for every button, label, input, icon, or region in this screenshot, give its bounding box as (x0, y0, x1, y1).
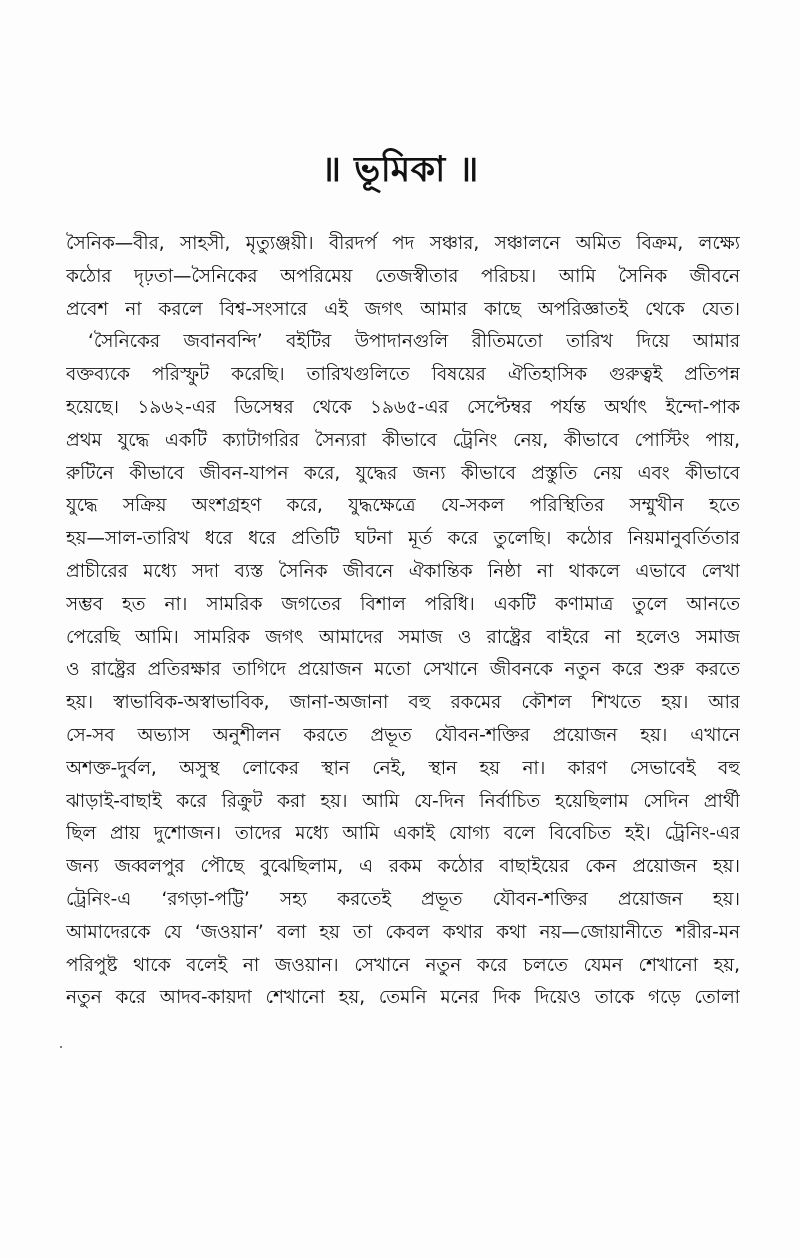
text-line: যুদ্ধে সক্রিয় অংশগ্রহণ করে, যুদ্ধক্ষেত্রে যে-সকল পরিস্থিতির সম্মুখীন হতে (66, 495, 740, 517)
text-line: ছিল প্রায় দুশোজন। তাদের মধ্যে আমি একাই যোগ্য বলে বিবেচিত হই। ট্রেনিং-এর (66, 823, 740, 845)
text-line: রুটিনে কীভাবে জীবন-যাপন করে, যুদ্ধের জন্য কীভাবে প্রস্তুতি নেয় এবং কীভাবে (66, 462, 740, 484)
text-line: নতুন করে আদব-কায়দা শেখানো হয়, তেমনি মনের দিক দিয়েও তাকে গড়ে তোলা (66, 987, 740, 1009)
text-line: হয়। স্বাভাবিক-অস্বাভাবিক, জানা-অজানা বহু রকমের কৌশল শিখতে হয়। আর (66, 692, 740, 714)
text-line: কঠোর দৃঢ়তা—সৈনিকের অপরিমেয় তেজস্বীতার পরিচয়। আমি সৈনিক জীবনে (66, 265, 740, 287)
text-line: হয়—সাল-তারিখ ধরে ধরে প্রতিটি ঘটনা মূর্ত করে তুলেছি। কঠোর নিয়মানুবর্তিতার (66, 528, 740, 550)
text-line: বক্তব্যকে পরিস্ফুট করেছি। তারিখগুলিতে বিষয়ের ঐতিহাসিক গুরুত্বই প্রতিপন্ন (66, 364, 740, 386)
body-text (66, 228, 740, 1015)
text-line: আমাদেরকে যে ‘জওয়ান’ বলা হয় তা কেবল কথার কথা নয়—জোয়ানীতে শরীর-মন (66, 921, 740, 943)
text-line: প্রথম যুদ্ধে একটি ক্যাটাগরির সৈন্যরা কীভাবে ট্রেনিং নেয়, কীভাবে পোস্টিং পায়, (66, 429, 740, 451)
text-line: ও রাষ্ট্রের প্রতিরক্ষার তাগিদে প্রয়োজন মতো সেখানে জীবনকে নতুন করে শুরু করতে (66, 659, 740, 681)
text-line: ‘সৈনিকের জবানবন্দি’ বইটির উপাদানগুলি রীতিমতো তারিখ দিয়ে আমার (88, 331, 740, 353)
text-line: ট্রেনিং-এ ‘রগড়া-পট্টি’ সহ্য করতেই প্রভূত যৌবন-শক্তির প্রয়োজন হয়। (66, 888, 740, 910)
text-line: প্রবেশ না করলে বিশ্ব-সংসারে এই জগৎ আমার কাছে অপরিজ্ঞাতই থেকে যেত। (66, 298, 740, 320)
chapter-heading: ॥ ভূমিকা ॥ (321, 150, 479, 190)
text-line: ঝাড়াই-বাছাই করে রিক্রুট করা হয়। আমি যে-দিন নির্বাচিত হয়েছিলাম সেদিন প্রার্থী (66, 790, 740, 812)
text-line: পেরেছি আমি। সামরিক জগৎ আমাদের সমাজ ও রাষ্ট্রের বাইরে না হলেও সমাজ (66, 626, 740, 648)
text-line: পরিপুষ্ট থাকে বলেই না জওয়ান। সেখানে নতুন করে চলতে যেমন শেখানো হয়, (66, 954, 740, 976)
text-line: সম্ভব হত না। সামরিক জগতের বিশাল পরিধি। একটি কণামাত্র তুলে আনতে (66, 593, 740, 615)
text-line: সে-সব অভ্যাস অনুশীলন করতে প্রভূত যৌবন-শক্তির প্রয়োজন হয়। এখানে (66, 724, 740, 746)
text-line: প্রাচীরের মধ্যে সদা ব্যস্ত সৈনিক জীবনে ঐকান্তিক নিষ্ঠা না থাকলে এভাবে লেখা (66, 560, 740, 582)
text-line: অশক্ত-দুর্বল, অসুস্থ লোকের স্থান নেই, স্থান হয় না। কারণ সেভাবেই বহু (66, 757, 740, 779)
text-line: হয়েছে। ১৯৬২-এর ডিসেম্বর থেকে ১৯৬৫-এর সেপ্টেম্বর পর্যন্ত অর্থাৎ ইন্দো-পাক (66, 396, 740, 418)
text-line: জন্য জব্বলপুর পৌছে বুঝেছিলাম, এ রকম কঠোর বাছাইয়ের কেন প্রয়োজন হয়। (66, 856, 740, 878)
text-line: সৈনিক—বীর, সাহসী, মৃত্যুঞ্জয়ী। বীরদর্প পদ সঞ্চার, সঞ্চালনে অমিত বিক্রম, লক্ষ্যে (66, 233, 740, 254)
stray-ink-dot (60, 1046, 62, 1048)
